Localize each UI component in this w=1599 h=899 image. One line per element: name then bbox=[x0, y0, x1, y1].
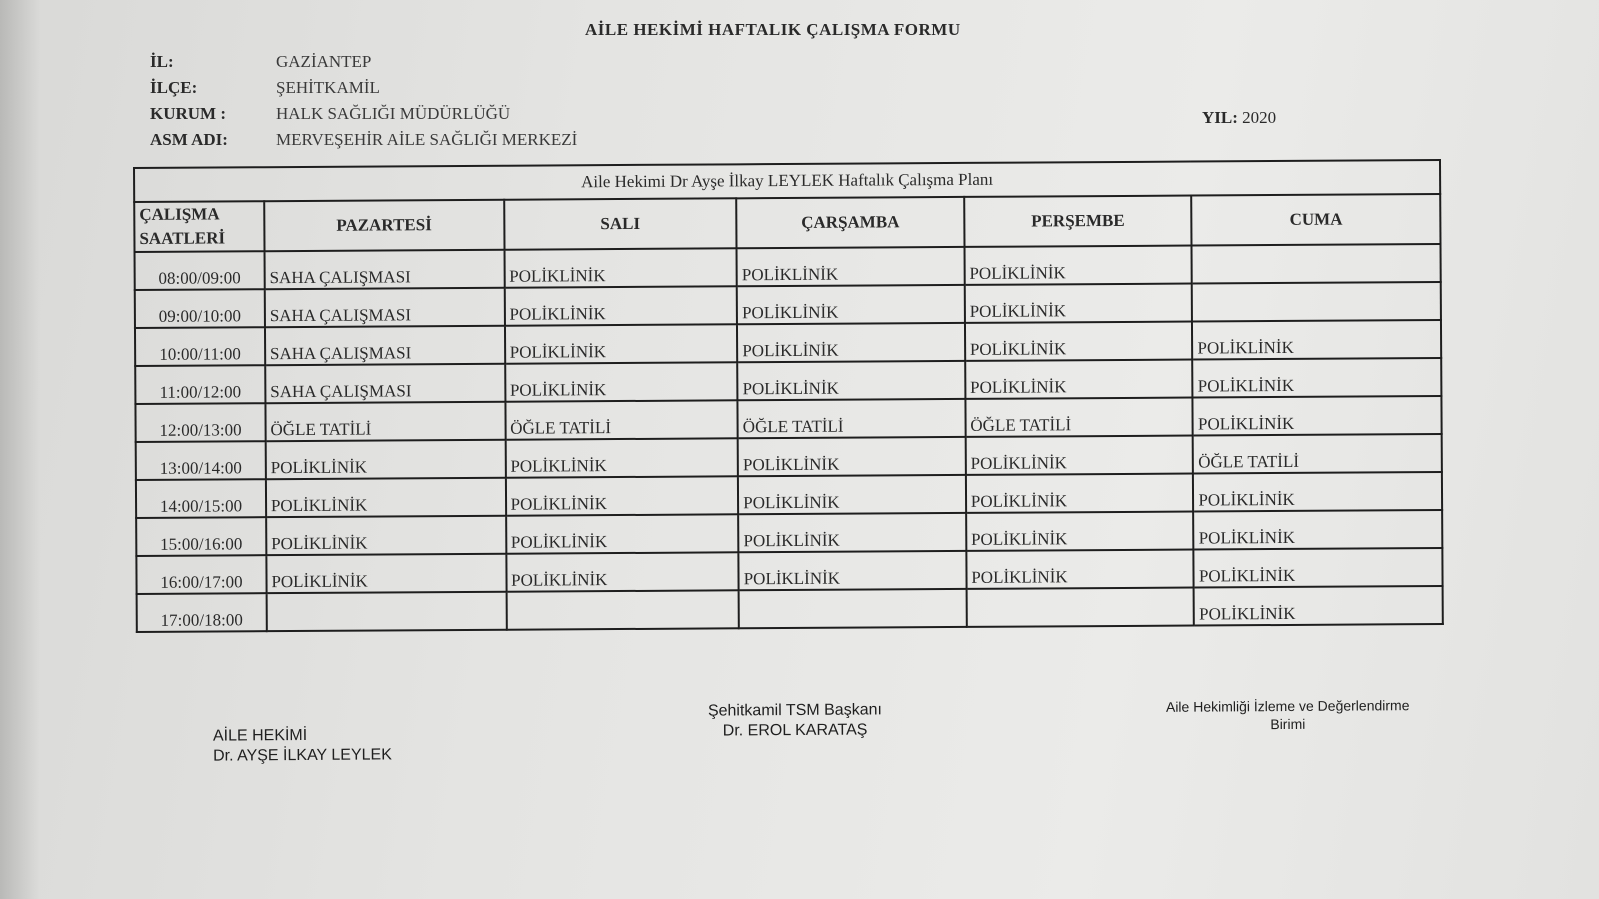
schedule-cell: POLİKLİNİK bbox=[965, 436, 1193, 475]
unit-signature-block bbox=[1166, 696, 1410, 734]
schedule-cell: POLİKLİNİK bbox=[1194, 586, 1443, 626]
schedule-cell: POLİKLİNİK bbox=[266, 516, 506, 555]
schedule-cell: POLİKLİNİK bbox=[738, 513, 966, 552]
doctor-signature-block bbox=[213, 725, 392, 766]
schedule-cell: POLİKLİNİK bbox=[966, 512, 1194, 551]
schedule-cell: SAHA ÇALIŞMASI bbox=[265, 288, 505, 327]
schedule-cell: POLİKLİNİK bbox=[738, 437, 966, 476]
schedule-cell: ÖĞLE TATİLİ bbox=[505, 400, 738, 439]
info-value-kurum: HALK SAĞLIĞI MÜDÜRLÜĞÜ bbox=[276, 104, 511, 123]
schedule-cell: POLİKLİNİK bbox=[965, 322, 1193, 361]
year-label: YIL: bbox=[1202, 108, 1238, 127]
schedule-table bbox=[133, 159, 1444, 633]
schedule-cell: POLİKLİNİK bbox=[1193, 358, 1442, 398]
schedule-cell: POLİKLİNİK bbox=[966, 550, 1194, 589]
unit-line1: Aile Hekimliği İzleme ve Değerlendirme bbox=[1165, 697, 1410, 715]
info-label-ilce: İLÇE: bbox=[150, 78, 198, 97]
info-value-asm: MERVEŞEHİR AİLE SAĞLIĞI MERKEZİ bbox=[276, 130, 578, 149]
schedule-cell: POLİKLİNİK bbox=[1193, 396, 1442, 436]
schedule-cell: ÖĞLE TATİLİ bbox=[265, 402, 505, 441]
info-label-kurum: KURUM : bbox=[150, 104, 227, 123]
schedule-cell: POLİKLİNİK bbox=[1193, 472, 1442, 512]
schedule-cell bbox=[739, 589, 967, 628]
day-header-thursday: PERŞEMBE bbox=[964, 196, 1192, 247]
info-value-ilce: ŞEHİTKAMİL bbox=[276, 78, 380, 97]
time-slot: 11:00/12:00 bbox=[135, 365, 265, 404]
tsm-title: Şehitkamil TSM Başkanı bbox=[707, 701, 882, 720]
schedule-cell: POLİKLİNİK bbox=[504, 248, 737, 287]
schedule-cell: POLİKLİNİK bbox=[737, 361, 965, 400]
schedule-cell: POLİKLİNİK bbox=[965, 360, 1193, 399]
info-value-il: GAZİANTEP bbox=[276, 52, 372, 71]
schedule-cell: ÖĞLE TATİLİ bbox=[738, 399, 966, 438]
schedule-cell: POLİKLİNİK bbox=[266, 478, 506, 517]
tsm-name: Dr. EROL KARATAŞ bbox=[722, 721, 868, 740]
schedule-cell: POLİKLİNİK bbox=[506, 514, 739, 553]
info-label-asm: ASM ADI: bbox=[150, 130, 228, 149]
time-slot: 13:00/14:00 bbox=[136, 441, 266, 480]
time-slot: 10:00/11:00 bbox=[135, 327, 265, 366]
schedule-cell: POLİKLİNİK bbox=[505, 476, 738, 515]
time-slot: 14:00/15:00 bbox=[136, 479, 266, 518]
schedule-cell: ÖĞLE TATİLİ bbox=[965, 398, 1193, 437]
schedule-cell: POLİKLİNİK bbox=[504, 286, 737, 325]
info-label-il: İL: bbox=[150, 52, 174, 71]
unit-line2: Birimi bbox=[1270, 715, 1306, 733]
hours-header-line1: ÇALIŞMA bbox=[139, 204, 220, 224]
schedule-cell: POLİKLİNİK bbox=[266, 440, 506, 479]
form-title: AİLE HEKİMİ HAFTALIK ÇALIŞMA FORMU bbox=[585, 20, 961, 39]
schedule-cell: POLİKLİNİK bbox=[505, 438, 738, 477]
schedule-cell: POLİKLİNİK bbox=[506, 552, 739, 591]
year-field bbox=[1202, 108, 1276, 128]
schedule-cell bbox=[266, 592, 506, 631]
schedule-cell: POLİKLİNİK bbox=[737, 247, 965, 286]
day-header-monday: PAZARTESİ bbox=[264, 200, 504, 251]
time-slot: 08:00/09:00 bbox=[135, 251, 265, 290]
hours-column-header bbox=[134, 201, 264, 252]
table-row bbox=[137, 586, 1443, 632]
schedule-cell: POLİKLİNİK bbox=[739, 551, 967, 590]
schedule-cell: POLİKLİNİK bbox=[737, 323, 965, 362]
schedule-cell bbox=[1192, 282, 1441, 322]
doctor-title: AİLE HEKİMİ bbox=[212, 726, 308, 745]
schedule-cell: POLİKLİNİK bbox=[505, 324, 738, 363]
schedule-caption: Aile Hekimi Dr Ayşe İlkay LEYLEK Haftalık Çalışma Planı bbox=[134, 160, 1440, 202]
schedule-cell: POLİKLİNİK bbox=[965, 284, 1193, 323]
schedule-cell: POLİKLİNİK bbox=[1194, 548, 1443, 588]
time-slot: 17:00/18:00 bbox=[137, 593, 267, 632]
schedule-cell: POLİKLİNİK bbox=[1194, 510, 1443, 550]
doctor-name: Dr. AYŞE İLKAY LEYLEK bbox=[213, 746, 392, 765]
schedule-cell: POLİKLİNİK bbox=[266, 554, 506, 593]
year-value: 2020 bbox=[1242, 108, 1277, 127]
schedule-cell bbox=[966, 588, 1194, 627]
day-header-friday: CUMA bbox=[1192, 194, 1441, 246]
schedule-cell: POLİKLİNİK bbox=[738, 475, 966, 514]
schedule-cell: POLİKLİNİK bbox=[966, 474, 1194, 513]
schedule-header-row bbox=[134, 194, 1440, 252]
schedule-cell: POLİKLİNİK bbox=[737, 285, 965, 324]
time-slot: 09:00/10:00 bbox=[135, 289, 265, 328]
day-header-wednesday: ÇARŞAMBA bbox=[736, 197, 964, 248]
time-slot: 15:00/16:00 bbox=[136, 517, 266, 556]
schedule-cell: POLİKLİNİK bbox=[1192, 320, 1441, 360]
schedule-cell: POLİKLİNİK bbox=[505, 362, 738, 401]
time-slot: 16:00/17:00 bbox=[136, 555, 266, 594]
schedule-cell: SAHA ÇALIŞMASI bbox=[265, 326, 505, 365]
schedule-cell: SAHA ÇALIŞMASI bbox=[265, 364, 505, 403]
schedule-cell: SAHA ÇALIŞMASI bbox=[264, 250, 504, 289]
day-header-tuesday: SALI bbox=[504, 198, 737, 249]
schedule-cell: ÖĞLE TATİLİ bbox=[1193, 434, 1442, 474]
schedule-cell bbox=[1192, 244, 1441, 284]
hours-header-line2: SAATLERİ bbox=[139, 228, 226, 248]
tsm-signature-block bbox=[708, 700, 882, 741]
schedule-cell bbox=[506, 590, 739, 629]
time-slot: 12:00/13:00 bbox=[135, 403, 265, 442]
schedule-cell: POLİKLİNİK bbox=[964, 246, 1192, 285]
